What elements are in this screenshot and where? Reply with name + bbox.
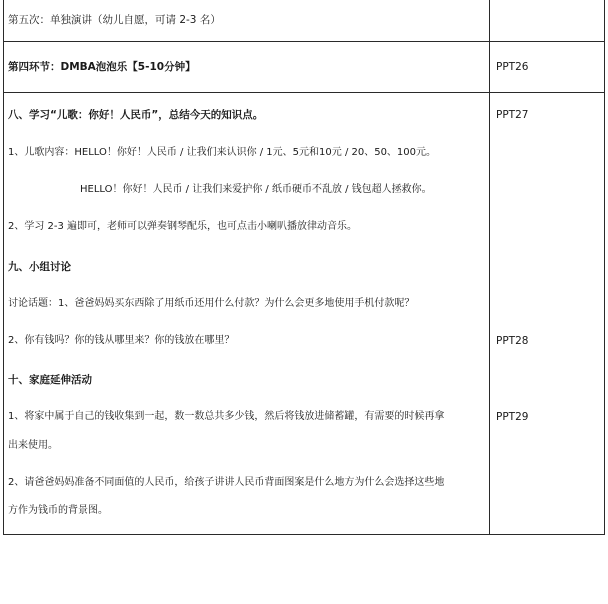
row1-text: 第五次：单独演讲（幼儿自愿，可请 2-3 名） [8, 14, 221, 26]
song-lyrics-line-2: HELLO！你好！人民币 / 让我们来爱护你 / 纸币硬币不乱放 / 钱包超人拯救你。 [80, 184, 432, 195]
column-divider [489, 0, 490, 535]
section-4-heading: 第四环节：DMBA泡泡乐【5-10分钟】 [8, 61, 196, 73]
song-lyrics-line-1: 1、儿歌内容：HELLO！你好！人民币 / 让我们来认识你 / 1元、5元和10元 / 20、50、100元。 [8, 147, 437, 158]
extension-activity-1-line-1: 1、将家中属于自己的钱收集到一起，数一数总共多少钱，然后将钱放进储蓄罐，有需要的时候再拿 [8, 411, 445, 422]
extension-activity-2-line-1: 2、请爸爸妈妈准备不同面值的人民币，给孩子讲讲人民币背面图案是什么地方为什么会选择这些地 [8, 477, 445, 488]
ppt-26-label: PPT26 [496, 61, 529, 73]
section-9-heading: 九、小组讨论 [8, 261, 71, 273]
practice-tip: 2、学习 2-3 遍即可，老师可以弹奏钢琴配乐，也可点击小喇叭播放律动音乐。 [8, 221, 358, 232]
section-8-heading: 八、学习“儿歌：你好！人民币”，总结今天的知识点。 [8, 109, 264, 121]
ppt-27-label: PPT27 [496, 109, 529, 121]
extension-activity-1-line-2: 出来使用。 [8, 440, 58, 451]
section-10-heading: 十、家庭延伸活动 [8, 374, 92, 386]
ppt-28-label: PPT28 [496, 335, 529, 347]
extension-activity-2-line-2: 方作为钱币的背景图。 [8, 505, 108, 516]
table-right-border [604, 0, 605, 535]
row-divider [3, 41, 605, 42]
discussion-question-2: 2、你有钱吗？你的钱从哪里来？你的钱放在哪里？ [8, 335, 235, 346]
row-divider [3, 92, 605, 93]
table-left-border [3, 0, 4, 535]
ppt-29-label: PPT29 [496, 411, 529, 423]
discussion-question-1: 讨论话题：1、爸爸妈妈买东西除了用纸币还用什么付款？为什么会更多地使用手机付款呢？ [8, 298, 415, 309]
table-bottom-border [3, 534, 605, 535]
